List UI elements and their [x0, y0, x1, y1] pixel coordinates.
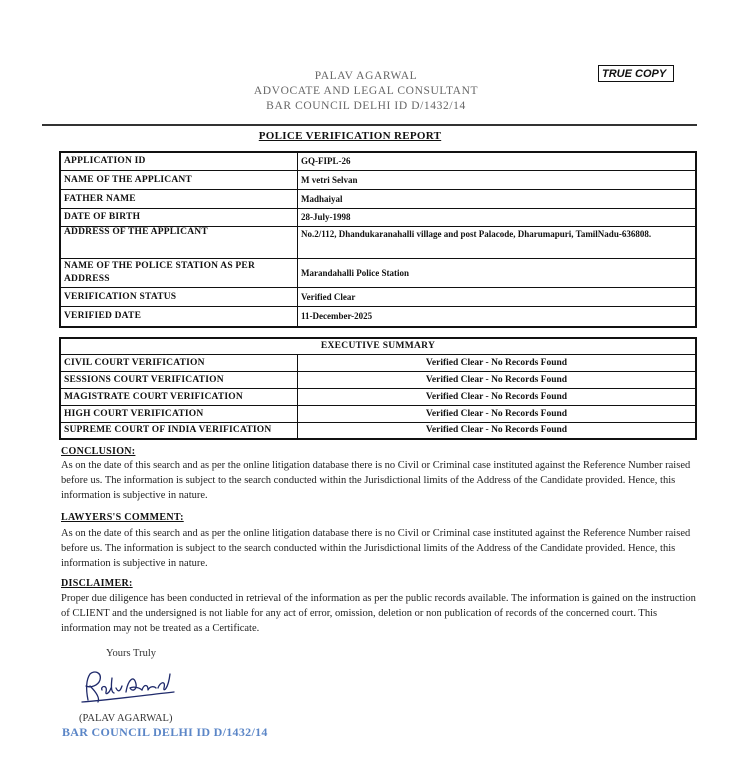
- row-value: Verified Clear - No Records Found: [298, 371, 697, 388]
- executive-summary-table: [59, 337, 697, 440]
- row-value: Madhaiyal: [298, 189, 697, 208]
- comment-title: LAWYERS'S COMMENT:: [61, 512, 184, 523]
- row-value: Verified Clear - No Records Found: [298, 388, 697, 405]
- row-value: M vetri Selvan: [298, 170, 697, 189]
- header-divider: [42, 124, 697, 126]
- table-row: [60, 388, 696, 405]
- table-row: [60, 371, 696, 388]
- table-row: [60, 405, 696, 422]
- table-row: [60, 226, 696, 258]
- conclusion-title: CONCLUSION:: [61, 446, 136, 457]
- row-label: APPLICATION ID: [60, 152, 298, 170]
- report-title: POLICE VERIFICATION REPORT: [258, 130, 442, 142]
- row-label: HIGH COURT VERIFICATION: [60, 405, 298, 422]
- conclusion-text: As on the date of this search and as per the online litigation database there is no Civil or Criminal case instituted against the Reference Number raised before us. The information is subject to the search conducted within the Jurisdictional limits of the Address of the Candidate provided. Hence, this information is subjective in nature.: [61, 460, 691, 501]
- disclaimer-text: Proper due diligence has been conducted in retrieval of the information as per the public records available. The information is gained on the instruction of CLIENT and the undersigned is not liable for any act of error, omission, deletion or non publication of records of the concerned court. This information may not be treated as a Certificate.: [61, 593, 696, 634]
- row-value: Marandahalli Police Station: [298, 258, 697, 287]
- row-value: Verified Clear: [298, 287, 697, 306]
- closing-salutation: Yours Truly: [106, 648, 157, 659]
- table-row: [60, 189, 696, 208]
- table-row: [60, 422, 696, 439]
- table-row: [60, 208, 696, 226]
- table-row: [60, 170, 696, 189]
- row-value: No.2/112, Dhandukaranahalli village and post Palacode, Dharumapuri, TamilNadu-636808.: [298, 226, 697, 258]
- comment-text: As on the date of this search and as per the online litigation database there is no Civil or Criminal case instituted against the Reference Number raised before us. The information is subject to the search conducted within the Jurisdictional limits of the Address of the Candidate provided. Hence, this information is subjective in nature.: [61, 528, 691, 569]
- row-label: SESSIONS COURT VERIFICATION: [60, 371, 298, 388]
- table-header-row: [60, 338, 696, 354]
- row-value: 28-July-1998: [298, 208, 697, 226]
- letterhead-bar-id: BAR COUNCIL DELHI ID D/1432/14: [266, 100, 466, 112]
- signatory-name: (PALAV AGARWAL): [79, 713, 173, 724]
- letterhead-name: PALAV AGARWAL: [314, 70, 418, 82]
- applicant-details-table: [59, 151, 697, 328]
- row-label: FATHER NAME: [60, 189, 298, 208]
- row-label: NAME OF THE POLICE STATION AS PER ADDRESS: [60, 258, 298, 287]
- row-value: Verified Clear - No Records Found: [298, 422, 697, 439]
- row-value: 11-December-2025: [298, 306, 697, 327]
- table-row: [60, 258, 696, 287]
- letterhead-title: ADVOCATE AND LEGAL CONSULTANT: [253, 85, 479, 97]
- row-label: DATE OF BIRTH: [60, 208, 298, 226]
- signatory-bar-id: BAR COUNCIL DELHI ID D/1432/14: [62, 725, 268, 739]
- row-label: VERIFICATION STATUS: [60, 287, 298, 306]
- table-row: [60, 152, 696, 170]
- row-label: SUPREME COURT OF INDIA VERIFICATION: [60, 422, 298, 439]
- disclaimer-title: DISCLAIMER:: [61, 578, 133, 589]
- signature-image: [78, 666, 178, 708]
- row-value: GQ-FIPL-26: [298, 152, 697, 170]
- summary-heading: EXECUTIVE SUMMARY: [60, 338, 696, 354]
- row-label: ADDRESS OF THE APPLICANT: [60, 226, 298, 258]
- table-row: [60, 354, 696, 371]
- row-label: CIVIL COURT VERIFICATION: [60, 354, 298, 371]
- row-label: MAGISTRATE COURT VERIFICATION: [60, 388, 298, 405]
- table-row: [60, 287, 696, 306]
- row-label: VERIFIED DATE: [60, 306, 298, 327]
- row-label: NAME OF THE APPLICANT: [60, 170, 298, 189]
- row-value: Verified Clear - No Records Found: [298, 405, 697, 422]
- table-row: [60, 306, 696, 327]
- row-value: Verified Clear - No Records Found: [298, 354, 697, 371]
- true-copy-stamp: TRUE COPY: [598, 65, 674, 82]
